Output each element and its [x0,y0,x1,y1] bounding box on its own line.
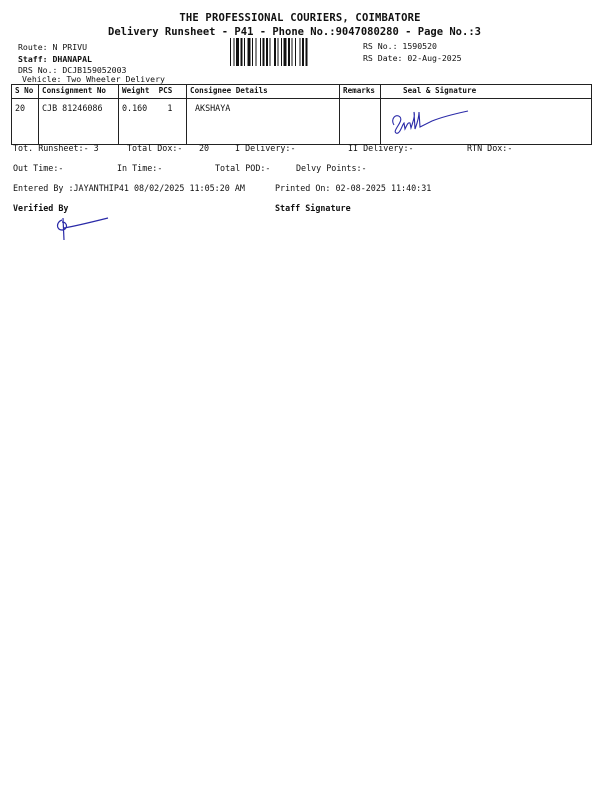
col-consignment: Consignment No [39,85,119,99]
table-header-row [12,85,592,99]
delvy-points: Delvy Points:- [296,163,367,173]
cell-remarks [340,99,381,145]
cell-seal-signature [381,99,592,145]
route-label: Route: N PRIVU [18,42,88,52]
table-row [12,99,592,145]
col-weight: Weight [122,86,150,95]
cell-pcs: 1 [167,103,173,113]
i-delivery: I Delivery:- [235,143,296,153]
ii-delivery: II Delivery:- [348,143,414,153]
barcode-image [230,38,357,66]
verified-by: Verified By [13,203,69,213]
cell-consignee: AKSHAYA [187,99,340,145]
cell-weight-pcs [119,99,187,145]
staff-label: Staff: DHANAPAL [18,54,92,64]
total-pod: Total POD:- [215,163,271,173]
col-pcs: PCS [158,86,173,95]
runsheet-title: Delivery Runsheet - P41 - Phone No.:9047080280 - Page No.:3 [108,26,481,38]
total-dox-value: 20 [199,143,210,153]
recipient-signature [384,103,474,139]
vehicle-label: Vehicle: Two Wheeler Delivery [22,74,165,84]
rs-date: RS Date: 02-Aug-2025 [363,53,462,63]
rs-number: RS No.: 1590520 [363,41,437,51]
col-weight-pcs [119,85,187,99]
company-title: THE PROFESSIONAL COURIERS, COIMBATORE [179,12,421,24]
out-time: Out Time:- [13,163,64,173]
staff-signature-label: Staff Signature [275,203,351,213]
tot-runsheet: Tot. Runsheet:- 3 [13,143,99,153]
cell-consignment: CJB 81246086 [39,99,119,145]
col-sno: S No [12,85,39,99]
drs-number: DRS No.: DCJB159052003 [18,65,127,75]
runsheet-table [11,84,592,145]
total-dox-label: Total Dox:- [127,143,183,153]
verifier-signature [52,214,112,242]
entered-by: Entered By :JAYANTHIP41 08/02/2025 11:05:20 AM [13,183,245,193]
cell-weight: 0.160 [122,103,148,113]
cell-sno: 20 [12,99,39,145]
printed-on: Printed On: 02-08-2025 11:40:31 [275,183,432,193]
in-time: In Time:- [117,163,163,173]
col-seal-signature: Seal & Signature [381,85,592,99]
rtn-dox: RTN Dox:- [467,143,513,153]
col-remarks: Remarks [340,85,381,99]
col-consignee: Consignee Details [187,85,340,99]
